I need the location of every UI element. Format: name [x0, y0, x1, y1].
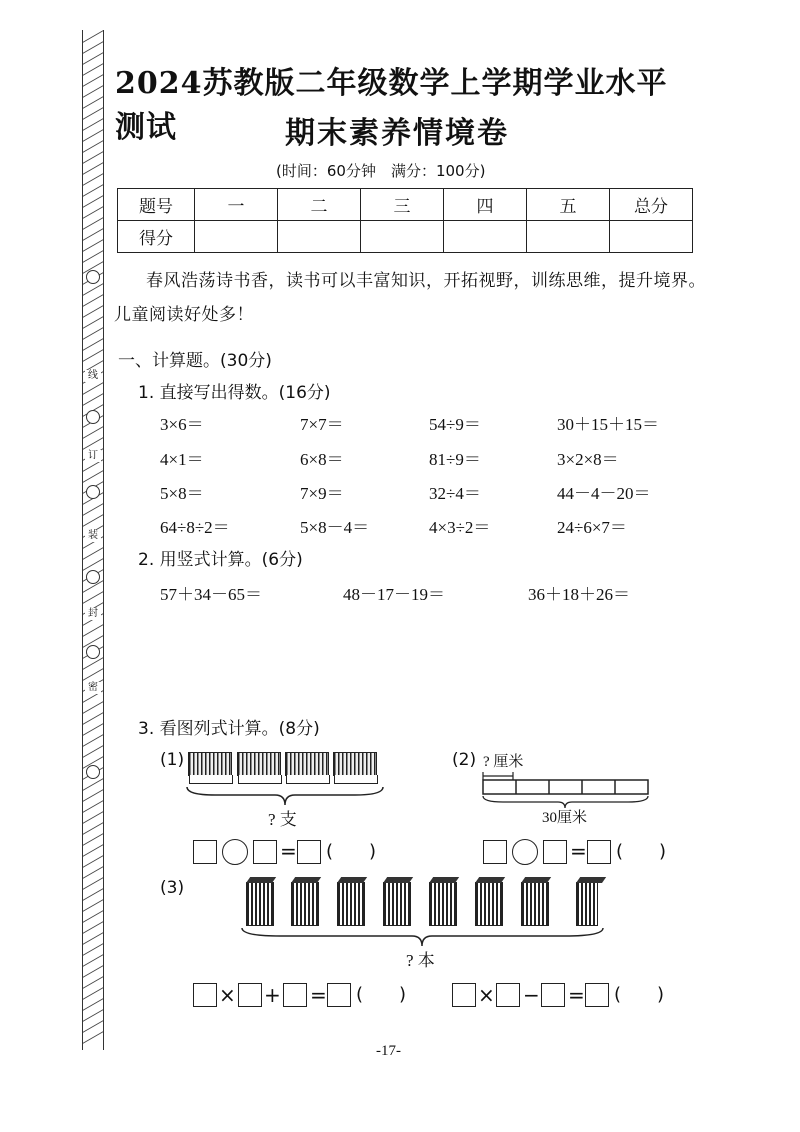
margin-hatch	[83, 195, 103, 208]
margin-hatch	[83, 316, 103, 329]
minus-sign: −	[523, 983, 540, 1007]
margin-hatch	[83, 701, 103, 714]
margin-char: 线	[85, 370, 101, 382]
margin-hatch	[83, 976, 103, 989]
margin-hatch	[83, 118, 103, 131]
margin-hatch	[83, 217, 103, 230]
score-cell[interactable]	[527, 221, 610, 253]
answer-box[interactable]	[297, 840, 321, 864]
margin-hatch	[83, 338, 103, 351]
margin-hatch	[83, 998, 103, 1011]
answer-box[interactable]	[452, 983, 476, 1007]
operator-circle[interactable]	[512, 839, 538, 865]
score-header-cell: 一	[195, 189, 278, 221]
score-row-label: 得分	[118, 221, 195, 253]
margin-hatch	[83, 899, 103, 912]
score-header-cell: 总分	[610, 189, 693, 221]
question-2-title: 2. 用竖式计算。(6分)	[138, 550, 303, 570]
answer-box[interactable]	[496, 983, 520, 1007]
margin-char: 装	[85, 530, 101, 542]
score-table-header-row	[118, 189, 693, 221]
q1-equation: 4×1＝	[160, 450, 204, 469]
book-stack-image	[337, 882, 365, 926]
pencil-box-image	[333, 752, 377, 776]
q1-equation: 64÷8÷2＝	[160, 518, 230, 537]
margin-hatch	[83, 129, 103, 142]
q1-equation: 6×8＝	[300, 450, 344, 469]
q1-equation: 5×8－4＝	[300, 518, 370, 537]
score-header-cell: 二	[278, 189, 361, 221]
margin-hatch	[83, 591, 103, 604]
score-table-score-row	[118, 221, 693, 253]
times-sign: ×	[478, 983, 495, 1007]
score-cell[interactable]	[444, 221, 527, 253]
question-3-title: 3. 看图列式计算。(8分)	[138, 719, 320, 739]
q1-equation: 4×3÷2＝	[429, 518, 491, 537]
margin-hatch	[83, 173, 103, 186]
margin-hatch	[83, 888, 103, 901]
margin-hatch	[83, 437, 103, 450]
answer-box[interactable]	[327, 983, 351, 1007]
margin-hatch	[83, 305, 103, 318]
answer-box[interactable]	[253, 840, 277, 864]
margin-circle	[86, 410, 100, 424]
q1-equation: 5×8＝	[160, 484, 204, 503]
margin-hatch	[83, 514, 103, 527]
margin-char: 封	[85, 608, 101, 620]
score-table	[117, 188, 693, 253]
margin-hatch	[83, 943, 103, 956]
q1-equation: 30＋15＋15＝	[557, 415, 659, 434]
page-subtitle: 期末素养情境卷	[285, 116, 509, 151]
book-stack-image	[383, 882, 411, 926]
q2-equation: 48－17－19＝	[343, 585, 445, 604]
pencil-box-image	[285, 752, 329, 776]
answer-paren[interactable]: ( )	[356, 984, 407, 1005]
margin-hatch	[83, 41, 103, 54]
margin-hatch	[83, 1009, 103, 1022]
q1-equation: 54÷9＝	[429, 415, 481, 434]
score-header-cell: 三	[361, 189, 444, 221]
margin-hatch	[83, 63, 103, 76]
answer-box[interactable]	[238, 983, 262, 1007]
q1-equation: 7×7＝	[300, 415, 344, 434]
page-number: -17-	[376, 1043, 401, 1059]
score-cell[interactable]	[195, 221, 278, 253]
book-stack-image	[576, 882, 598, 926]
q2-equation: 36＋18＋26＝	[528, 585, 630, 604]
margin-hatch	[83, 107, 103, 120]
answer-paren[interactable]: ( )	[614, 984, 665, 1005]
answer-box[interactable]	[541, 983, 565, 1007]
q1-equation: 44－4－20＝	[557, 484, 651, 503]
margin-hatch	[83, 866, 103, 879]
margin-hatch	[83, 954, 103, 967]
answer-paren[interactable]: ( )	[616, 841, 667, 862]
margin-hatch	[83, 910, 103, 923]
margin-hatch	[83, 96, 103, 109]
q1-equation: 32÷4＝	[429, 484, 481, 503]
book-stack-image	[246, 882, 274, 926]
margin-hatch	[83, 932, 103, 945]
book-stack-image	[429, 882, 457, 926]
score-header-cell: 五	[527, 189, 610, 221]
margin-hatch	[83, 327, 103, 340]
q3-part-2-top-label: ? 厘米	[483, 754, 524, 770]
margin-hatch	[83, 470, 103, 483]
answer-paren[interactable]: ( )	[326, 841, 377, 862]
margin-hatch	[83, 800, 103, 813]
answer-box[interactable]	[483, 840, 507, 864]
q3-part-3-question: ? 本	[406, 951, 435, 970]
margin-hatch	[83, 426, 103, 439]
answer-box[interactable]	[193, 840, 217, 864]
time-info: (时间：60分钟 满分：100分)	[276, 162, 486, 180]
margin-hatch	[83, 503, 103, 516]
intro-line-2: 儿童阅读好处多！	[114, 305, 254, 325]
margin-hatch	[83, 668, 103, 681]
margin-hatch	[83, 393, 103, 406]
margin-hatch	[83, 987, 103, 1000]
answer-box[interactable]	[587, 840, 611, 864]
margin-hatch	[83, 778, 103, 791]
q1-equation: 3×6＝	[160, 415, 204, 434]
times-sign: ×	[219, 983, 236, 1007]
answer-box[interactable]	[585, 983, 609, 1007]
margin-circle	[86, 645, 100, 659]
margin-hatch	[83, 965, 103, 978]
margin-hatch	[83, 1031, 103, 1044]
margin-hatch	[83, 1020, 103, 1033]
margin-hatch	[83, 151, 103, 164]
margin-hatch	[83, 52, 103, 65]
margin-hatch	[83, 30, 103, 43]
margin-hatch	[83, 657, 103, 670]
margin-hatch	[83, 382, 103, 395]
margin-hatch	[83, 624, 103, 637]
margin-hatch	[83, 283, 103, 296]
score-cell[interactable]	[610, 221, 693, 253]
q3-part-1-label: (1)	[160, 750, 185, 770]
margin-char: 订	[85, 450, 101, 462]
book-stack-image	[291, 882, 319, 926]
margin-hatch	[83, 184, 103, 197]
margin-hatch	[83, 844, 103, 857]
equals-sign: =	[568, 983, 585, 1007]
margin-hatch	[83, 74, 103, 87]
q3-part-2-label: (2)	[452, 750, 477, 770]
brace-under-books	[240, 926, 605, 948]
book-stack-image	[475, 882, 503, 926]
pencil-box-image	[237, 752, 281, 776]
margin-hatch	[83, 239, 103, 252]
plus-sign: +	[264, 983, 281, 1007]
score-header-cell: 四	[444, 189, 527, 221]
answer-box[interactable]	[283, 983, 307, 1007]
margin-hatch	[83, 712, 103, 725]
margin-char: 密	[85, 682, 101, 694]
score-cell[interactable]	[278, 221, 361, 253]
q1-equation: 24÷6×7＝	[557, 518, 627, 537]
margin-circle	[86, 270, 100, 284]
margin-hatch	[83, 547, 103, 560]
margin-circle	[86, 765, 100, 779]
margin-hatch	[83, 921, 103, 934]
equals-sign: =	[310, 983, 327, 1007]
margin-circle	[86, 485, 100, 499]
margin-hatch	[83, 822, 103, 835]
q3-part-3-label: (3)	[160, 878, 185, 898]
margin-hatch	[83, 877, 103, 890]
section-1-heading: 一、计算题。(30分)	[118, 351, 272, 371]
q3-part-1-question: ? 支	[268, 810, 297, 829]
operator-circle[interactable]	[222, 839, 248, 865]
answer-box[interactable]	[193, 983, 217, 1007]
book-stack-image	[521, 882, 549, 926]
margin-hatch	[83, 789, 103, 802]
margin-hatch	[83, 206, 103, 219]
margin-hatch	[83, 140, 103, 153]
margin-hatch	[83, 294, 103, 307]
margin-hatch	[83, 745, 103, 758]
q3-part-2-bottom-label: 30厘米	[542, 810, 588, 826]
margin-hatch	[83, 85, 103, 98]
q1-equation: 3×2×8＝	[557, 450, 619, 469]
margin-hatch	[83, 811, 103, 824]
question-1-title: 1. 直接写出得数。(16分)	[138, 383, 331, 403]
score-header-cell: 题号	[118, 189, 195, 221]
intro-line-1: 春风浩荡诗书香，读书可以丰富知识，开拓视野，训练思维，提升境界。	[146, 271, 706, 291]
margin-hatch	[83, 228, 103, 241]
margin-hatch	[83, 734, 103, 747]
q2-equation: 57＋34－65＝	[160, 585, 262, 604]
q1-equation: 81÷9＝	[429, 450, 481, 469]
q1-equation: 7×9＝	[300, 484, 344, 503]
equals-sign: =	[280, 839, 297, 863]
brace-under-pencils	[185, 785, 385, 807]
score-cell[interactable]	[361, 221, 444, 253]
margin-hatch	[83, 723, 103, 736]
margin-hatch	[83, 162, 103, 175]
binding-margin	[82, 30, 104, 1050]
margin-hatch	[83, 349, 103, 362]
margin-hatch	[83, 855, 103, 868]
answer-box[interactable]	[543, 840, 567, 864]
margin-hatch	[83, 833, 103, 846]
page-title: 2024苏教版二年级数学上学期学业水平测试	[115, 66, 668, 145]
margin-circle	[86, 570, 100, 584]
margin-hatch	[83, 250, 103, 263]
equals-sign: =	[570, 839, 587, 863]
pencil-box-image	[188, 752, 232, 776]
